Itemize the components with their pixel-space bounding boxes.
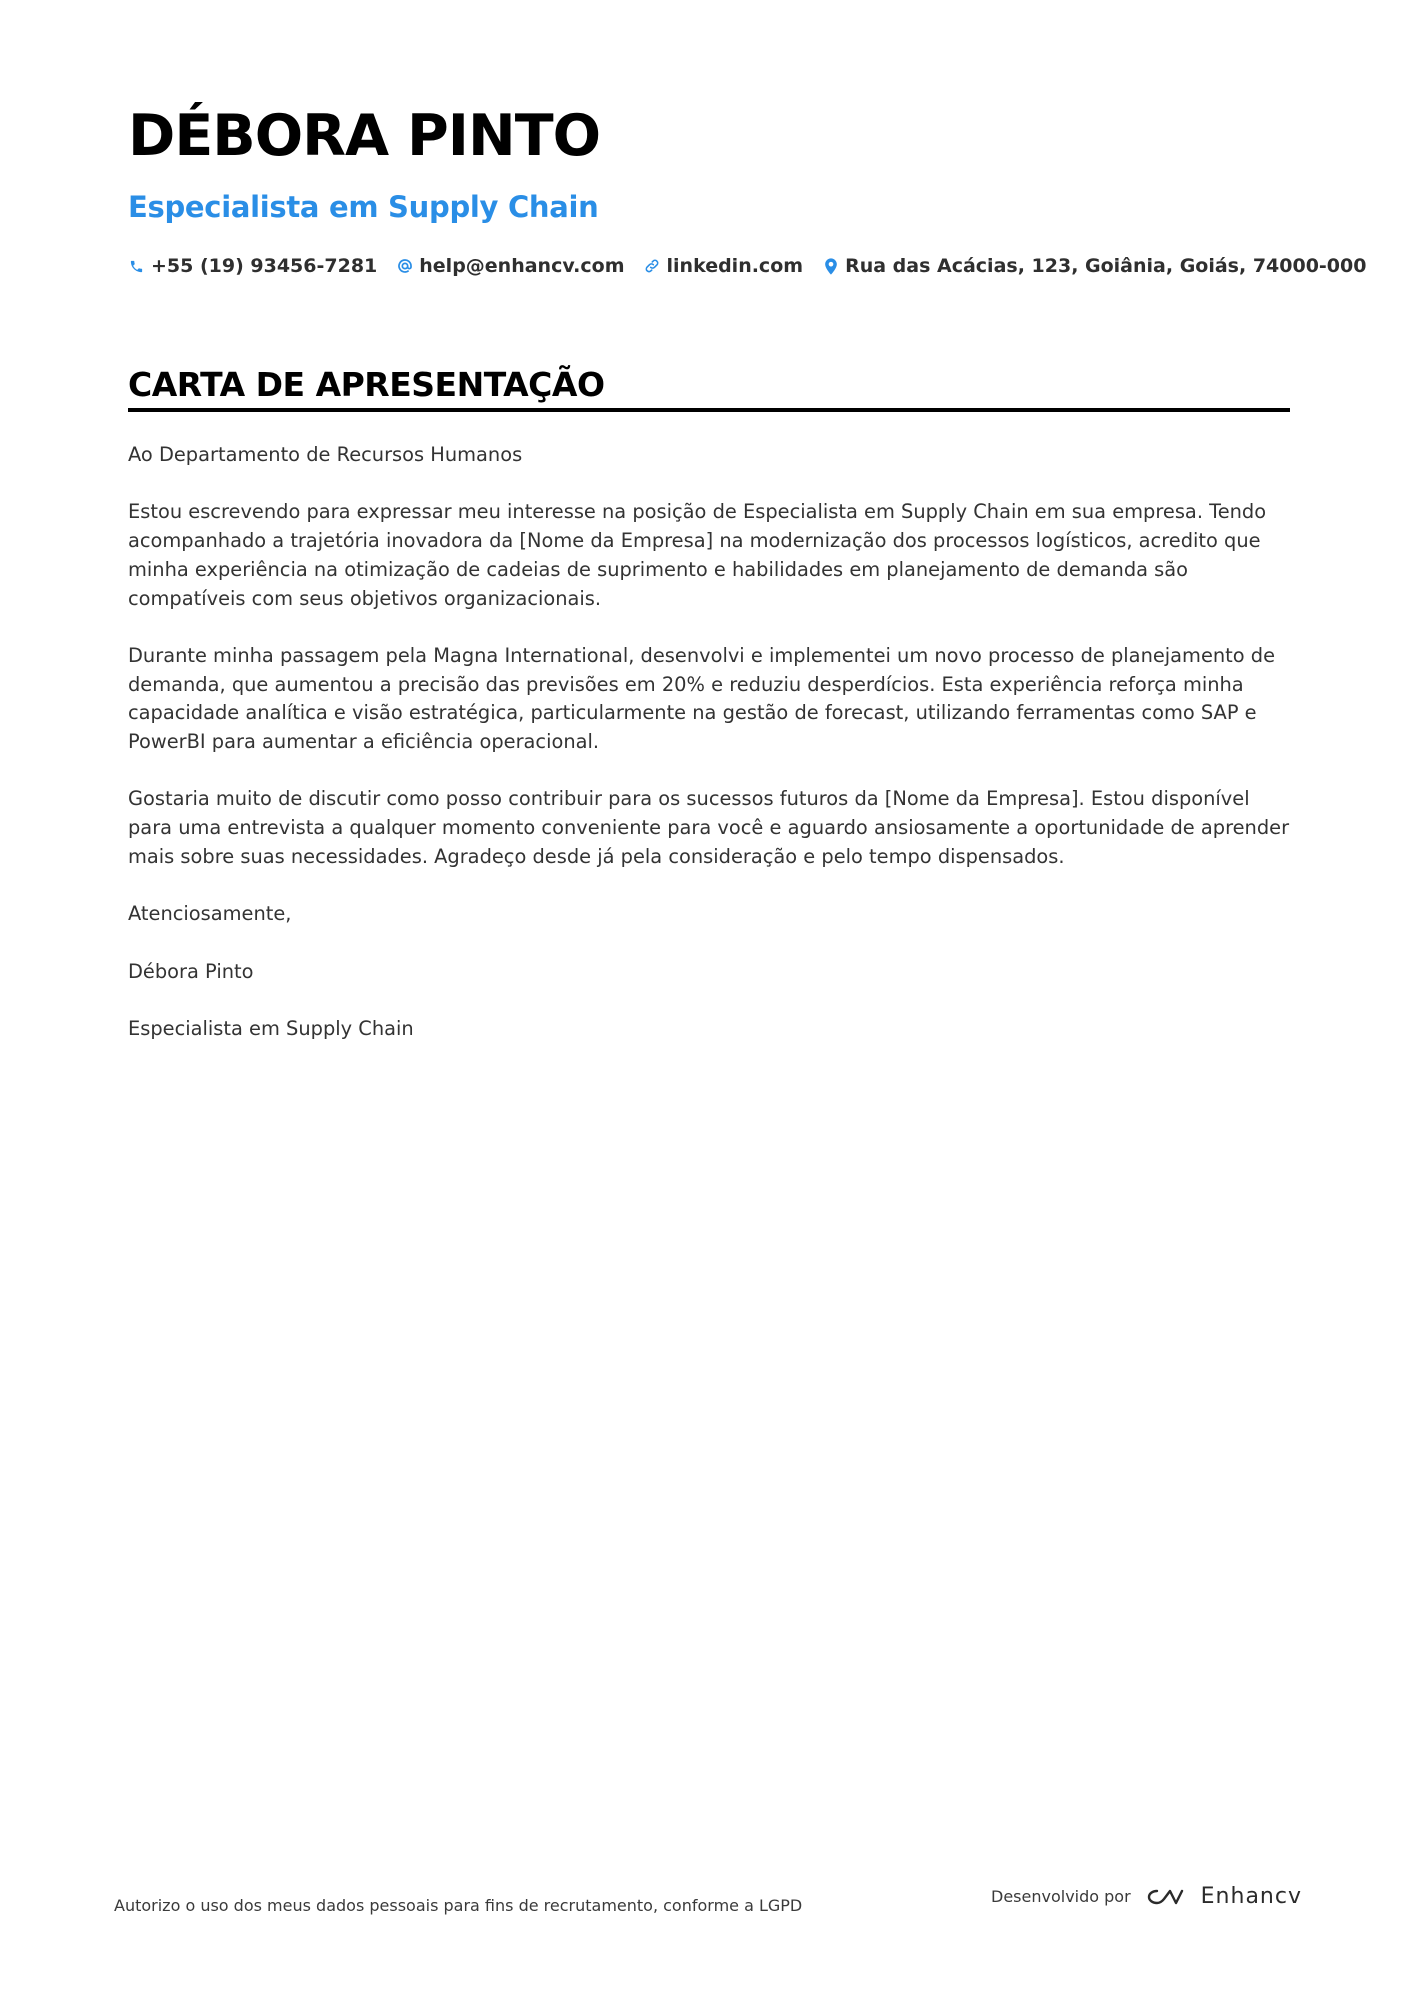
contact-address: [822, 255, 1366, 277]
letter-body: [128, 441, 1290, 1072]
link-icon: [644, 256, 661, 276]
contact-phone-text: +55 (19) 93456-7281: [151, 255, 378, 277]
phone-icon: [128, 256, 145, 276]
contact-linkedin[interactable]: [644, 255, 804, 277]
letter-paragraph: Durante minha passagem pela Magna International, desenvolvi e implementei um novo processo de planejamento de demanda, que aumentou a precisão das previsões em 20% e reduziu desperdícios. Esta experiência reforça minha capacidade analítica e visão estratégica, particularmente na gestão de forecast, utilizando ferramentas como SAP e PowerBI para aumentar a eficiência operacional.: [128, 643, 1276, 753]
footer-consent: Autorizo o uso dos meus dados pessoais para fins de recrutamento, conforme a LGPD: [114, 1896, 803, 1915]
section-heading-cover-letter: CARTA DE APRESENTAÇÃO: [128, 368, 1290, 412]
letter-salutation: Ao Departamento de Recursos Humanos: [128, 443, 523, 466]
candidate-title: Especialista em Supply Chain: [128, 190, 599, 224]
enhancv-logo-icon: [1143, 1885, 1189, 1909]
enhancv-brand[interactable]: [1143, 1884, 1302, 1909]
location-pin-icon: [822, 256, 839, 276]
contact-linkedin-text: linkedin.com: [666, 255, 804, 277]
letter-paragraph: Estou escrevendo para expressar meu interesse na posição de Especialista em Supply Chain em sua empresa. Tendo acompanhado a trajetória inovadora da [Nome da Empresa] na modernização dos processos logísticos, acredito que minha experiência na otimização de cadeias de suprimento e habilidades em planejamento de demanda são compatíveis com seus objetivos organizacionais.: [128, 500, 1267, 610]
contact-address-text: Rua das Acácias, 123, Goiânia, Goiás, 74000-000: [845, 255, 1367, 277]
contact-email-text: help@enhancv.com: [419, 255, 625, 277]
powered-by-label: Desenvolvido por: [991, 1887, 1131, 1906]
letter-closing: Atenciosamente,: [128, 902, 292, 926]
signature-title: Especialista em Supply Chain: [128, 1016, 414, 1040]
letter-paragraph: Gostaria muito de discutir como posso contribuir para os sucessos futuros da [Nome da Empresa]. Estou disponível para uma entrevista a qualquer momento conveniente para você e aguardo ansiosamente a oportunidade de aprender mais sobre suas necessidades. Agradeço desde já pela consideração e pelo tempo dispensados.: [128, 787, 1290, 868]
candidate-name: DÉBORA PINTO: [128, 103, 601, 169]
at-icon: [396, 256, 413, 276]
footer-branding[interactable]: [991, 1884, 1302, 1909]
signature-name: Débora Pinto: [128, 959, 254, 983]
brand-name: Enhancv: [1200, 1884, 1302, 1909]
contact-email[interactable]: [396, 255, 624, 277]
contact-bar: [128, 255, 1385, 277]
contact-phone[interactable]: [128, 255, 377, 277]
